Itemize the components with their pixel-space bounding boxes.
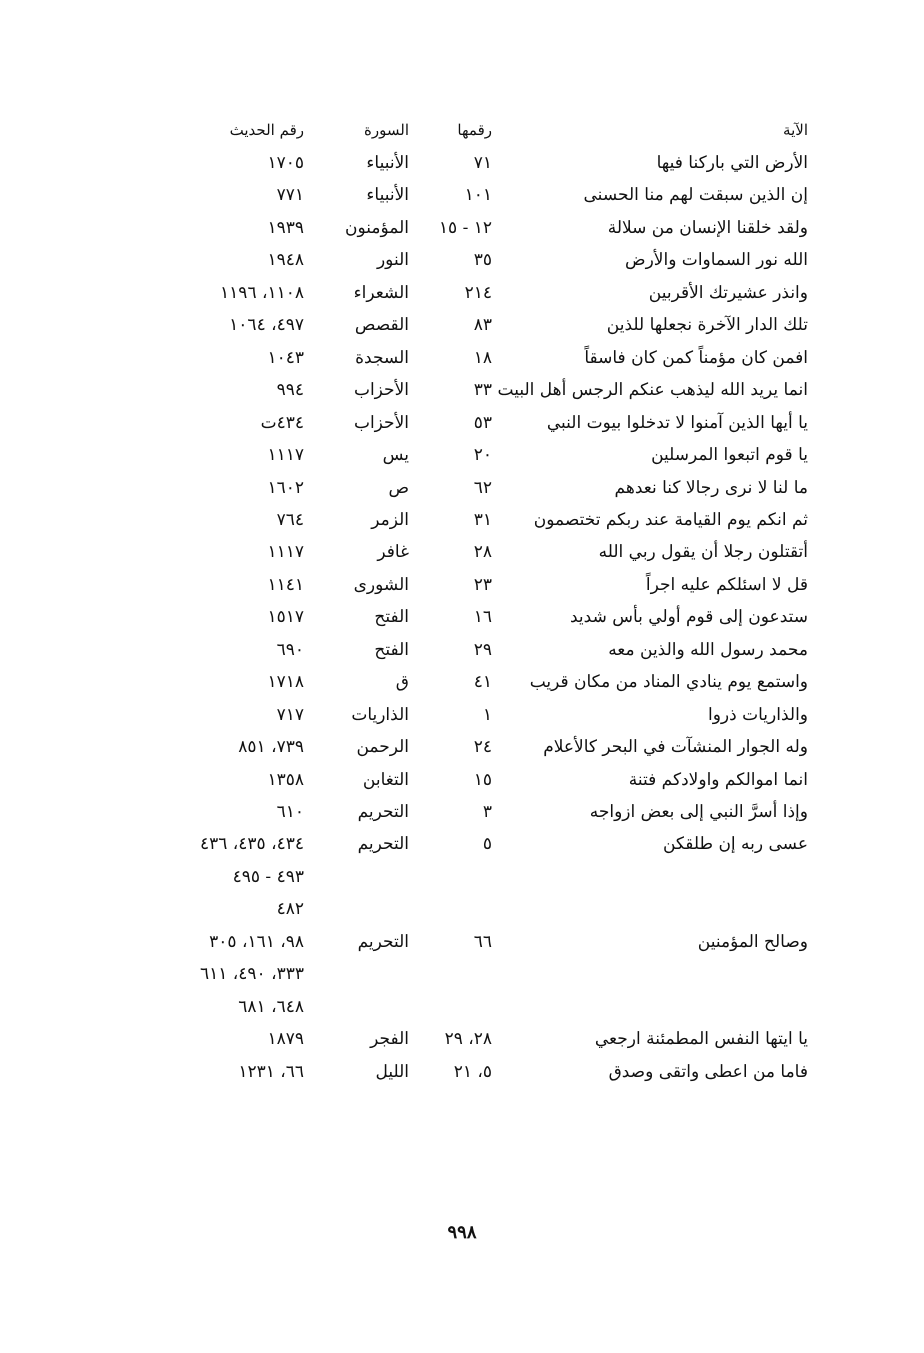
table-row [0,828,924,860]
hadith-number: ١٣٥٨ [267,770,304,790]
ayah-number: ٢٣ [473,575,492,595]
ayah-number: ٣ [482,802,492,822]
ayah-number: ٥ [482,834,492,854]
hadith-number: ٤٩٣ - ٤٩٥ [232,867,304,887]
table-row [0,634,924,666]
surah-name: الأنبياء [366,185,409,205]
ayah-text: انما اموالكم واولادكم فتنة [628,770,808,790]
table-row [0,666,924,698]
table-row [0,1023,924,1055]
ayah-text: يا أيها الذين آمنوا لا تدخلوا بيوت النبي [546,413,808,433]
table-row [0,601,924,633]
ayah-number: ٢٠ [473,445,492,465]
surah-name: النور [376,250,409,270]
ayah-number: ٦٢ [473,478,492,498]
table-row [0,277,924,309]
table-row [0,179,924,211]
surah-name: يس [382,445,409,465]
surah-name: ص [388,478,409,498]
surah-name: التحريم [357,932,409,952]
surah-name: الفجر [370,1029,409,1049]
ayah-number: ٣١ [473,510,492,530]
ayah-text: محمد رسول الله والذين معه [608,640,808,660]
table-row [0,439,924,471]
hadith-number: ١٥١٧ [267,607,304,627]
hadith-number: ١٦٠٢ [267,478,304,498]
surah-name [299,861,409,893]
ayah-text: وله الجوار المنشآت في البحر كالأعلام [543,737,808,757]
table-row [0,569,924,601]
table-row [0,861,924,893]
ayah-text [498,991,808,1023]
table-row [0,374,924,406]
table-row [0,244,924,276]
header-ayah: الآية [783,121,808,139]
hadith-number: ٦٦، ١٢٣١ [238,1062,304,1082]
ayah-text: وصالح المؤمنين [697,932,808,952]
hadith-number: ٤٣٤ت [260,413,304,433]
ayah-number [406,991,492,1023]
hadith-number: ٦٤٨، ٦٨١ [238,997,304,1017]
ayah-text: واستمع يوم ينادي المناد من مكان قريب [529,672,808,692]
hadith-number: ١١٤١ [267,575,304,595]
ayah-text: انما يريد الله ليذهب عنكم الرجس أهل البيت [497,380,808,400]
table-row [0,731,924,763]
table-row [0,147,924,179]
table-row [0,342,924,374]
ayah-number: ٢٩ [473,640,492,660]
ayah-text [498,893,808,925]
table-row [0,536,924,568]
surah-name: الأحزاب [353,380,409,400]
ayah-text: يا قوم اتبعوا المرسلين [651,445,808,465]
surah-name: الأنبياء [366,153,409,173]
table-row [0,504,924,536]
ayah-text: ثم انكم يوم القيامة عند ربكم تختصمون [533,510,808,530]
ayah-text: أتقتلون رجلا أن يقول ربي الله [598,542,808,562]
table-row [0,764,924,796]
table-row [0,893,924,925]
hadith-number: ٣٣٣، ٤٩٠، ٦١١ [200,964,304,984]
ayah-number [406,958,492,990]
ayah-number: ٤١ [473,672,492,692]
surah-name: السجدة [355,348,409,368]
hadith-number: ١٨٧٩ [267,1029,304,1049]
surah-name: الشورى [353,575,409,595]
ayah-number: ٥، ٢١ [453,1062,492,1082]
surah-name [299,893,409,925]
table-row [0,958,924,990]
hadith-number: ٩٨، ١٦١، ٣٠٥ [209,932,304,952]
ayah-text: تلك الدار الآخرة نجعلها للذين [606,315,808,335]
surah-name: الشعراء [353,283,409,303]
surah-name [299,958,409,990]
hadith-number: ٧٦٤ [276,510,304,530]
ayah-number: ٣٣ [473,380,492,400]
ayah-number: ٧١ [473,153,492,173]
ayah-text: الأرض التي باركنا فيها [656,153,808,173]
hadith-number: ١١٠٨، ١١٩٦ [220,283,304,303]
hadith-number: ١٩٤٨ [267,250,304,270]
ayah-number: ١٠١ [464,185,492,205]
ayah-number: ١٥ [473,770,492,790]
page-number: ٩٩٨ [447,1222,477,1243]
surah-name: القصص [354,315,409,335]
ayah-number: ٢١٤ [464,283,492,303]
surah-name: المؤمنون [344,218,409,238]
ayah-text: إن الذين سبقت لهم منا الحسنى [583,185,808,205]
table-row [0,212,924,244]
ayah-text: افمن كان مؤمناً كمن كان فاسقاً [584,348,808,368]
hadith-number: ٤٣٤، ٤٣٥، ٤٣٦ [200,834,304,854]
ayah-number: ٥٣ [473,413,492,433]
hadith-number: ٧٣٩، ٨٥١ [238,737,304,757]
ayah-number: ٣٥ [473,250,492,270]
surah-name: التحريم [357,834,409,854]
table-row [0,699,924,731]
surah-name: التغابن [362,770,409,790]
hadith-number: ١٧١٨ [267,672,304,692]
table-row [0,796,924,828]
hadith-number: ٧٧١ [276,185,304,205]
table-header [0,114,924,146]
hadith-number: ١٧٠٥ [267,153,304,173]
ayah-number: ٢٤ [473,737,492,757]
table-row [0,309,924,341]
ayah-number: ٢٨ [473,542,492,562]
ayah-text: عسى ربه إن طلقكن [662,834,808,854]
ayah-number: ٢٨، ٢٩ [444,1029,492,1049]
ayah-text [498,958,808,990]
hadith-number: ١١١٧ [267,542,304,562]
ayah-number: ٨٣ [473,315,492,335]
header-hadith-number: رقم الحديث [229,121,304,139]
ayah-number: ١٢ - ١٥ [438,218,492,238]
hadith-number: ١٠٤٣ [267,348,304,368]
surah-name: التحريم [357,802,409,822]
header-ayah-number: رقمها [457,121,492,139]
surah-name [299,991,409,1023]
surah-name: غافر [377,542,409,562]
hadith-number: ٧١٧ [276,705,304,725]
table-row [0,926,924,958]
hadith-number: ٤٨٢ [276,899,304,919]
hadith-number: ١١١٧ [267,445,304,465]
ayah-text: ما لنا لا نرى رجالا كنا نعدهم [614,478,808,498]
surah-name: الفتح [374,640,409,660]
hadith-number: ٦١٠ [276,802,304,822]
ayah-text: وإذا أسرَّ النبي إلى بعض ازواجه [589,802,808,822]
ayah-number: ١ [482,705,492,725]
header-surah: السورة [364,121,409,139]
ayah-text: وانذر عشيرتك الأقربين [648,283,808,303]
ayah-text: الله نور السماوات والأرض [625,250,808,270]
hadith-number: ٦٩٠ [276,640,304,660]
table-row [0,991,924,1023]
surah-name: الذاريات [351,705,409,725]
surah-name: الرحمن [356,737,409,757]
hadith-number: ٩٩٤ [276,380,304,400]
hadith-number: ٤٩٧، ١٠٦٤ [229,315,304,335]
ayah-text [498,861,808,893]
ayah-text: والذاريات ذروا [708,705,808,725]
table-row [0,407,924,439]
ayah-text: ولقد خلقنا الإنسان من سلالة [607,218,808,238]
ayah-number: ٦٦ [473,932,492,952]
surah-name: ق [395,672,409,692]
table-row [0,472,924,504]
ayah-text: ستدعون إلى قوم أولي بأس شديد [570,607,808,627]
ayah-number: ١٨ [473,348,492,368]
hadith-number: ١٩٣٩ [267,218,304,238]
surah-name: الزمر [371,510,409,530]
surah-name: الفتح [374,607,409,627]
ayah-text: فاما من اعطى واتقى وصدق [608,1062,808,1082]
ayah-number [406,893,492,925]
ayah-text: قل لا اسئلكم عليه اجراً [645,575,808,595]
table-row [0,1056,924,1088]
surah-name: الليل [375,1062,409,1082]
ayah-number: ١٦ [473,607,492,627]
ayah-number [406,861,492,893]
surah-name: الأحزاب [353,413,409,433]
ayah-text: يا ايتها النفس المطمئنة ارجعي [594,1029,808,1049]
